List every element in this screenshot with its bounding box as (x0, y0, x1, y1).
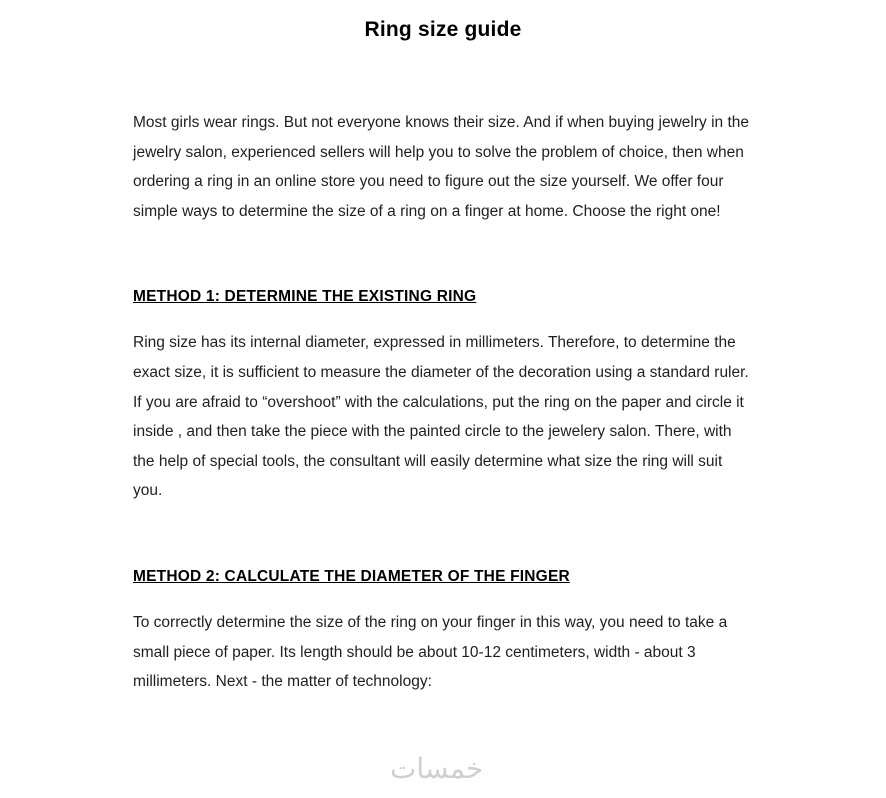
intro-paragraph: Most girls wear rings. But not everyone knows their size. And if when buying jewelry in the jewelry salon, experienced sellers will help you to solve the problem of choice, then when ordering a ring in an online store you need to figure out the size yourself. We offer four simple ways to determine the size of a ring on a finger at home. Choose the right one! (133, 114, 749, 220)
watermark-text: خمسات (390, 753, 484, 784)
method-1-heading: METHOD 1: DETERMINE THE EXISTING RING (133, 288, 477, 306)
method-2-paragraph: To correctly determine the size of the ring on your finger in this way, you need to take a small piece of paper. Its length should be about 10-12 centimeters, width - about 3 millimeters. Next - the matter of technology: (133, 613, 728, 691)
method-1-paragraph: Ring size has its internal diameter, expressed in millimeters. Therefore, to determine the exact size, it is sufficient to measure the diameter of the decoration using a standard ruler. If you are afraid to “overshoot” with the calculations, put the ring on the paper and circle it inside , and then take the piece with the painted circle to the jewelery salon. There, with the help of special tools, the consultant will easily determine what size the ring will suit you. (133, 334, 749, 500)
page-title: Ring size guide (364, 18, 522, 41)
document-body (0, 108, 886, 697)
method-2-heading: METHOD 2: CALCULATE THE DIAMETER OF THE FINGER (133, 567, 570, 585)
